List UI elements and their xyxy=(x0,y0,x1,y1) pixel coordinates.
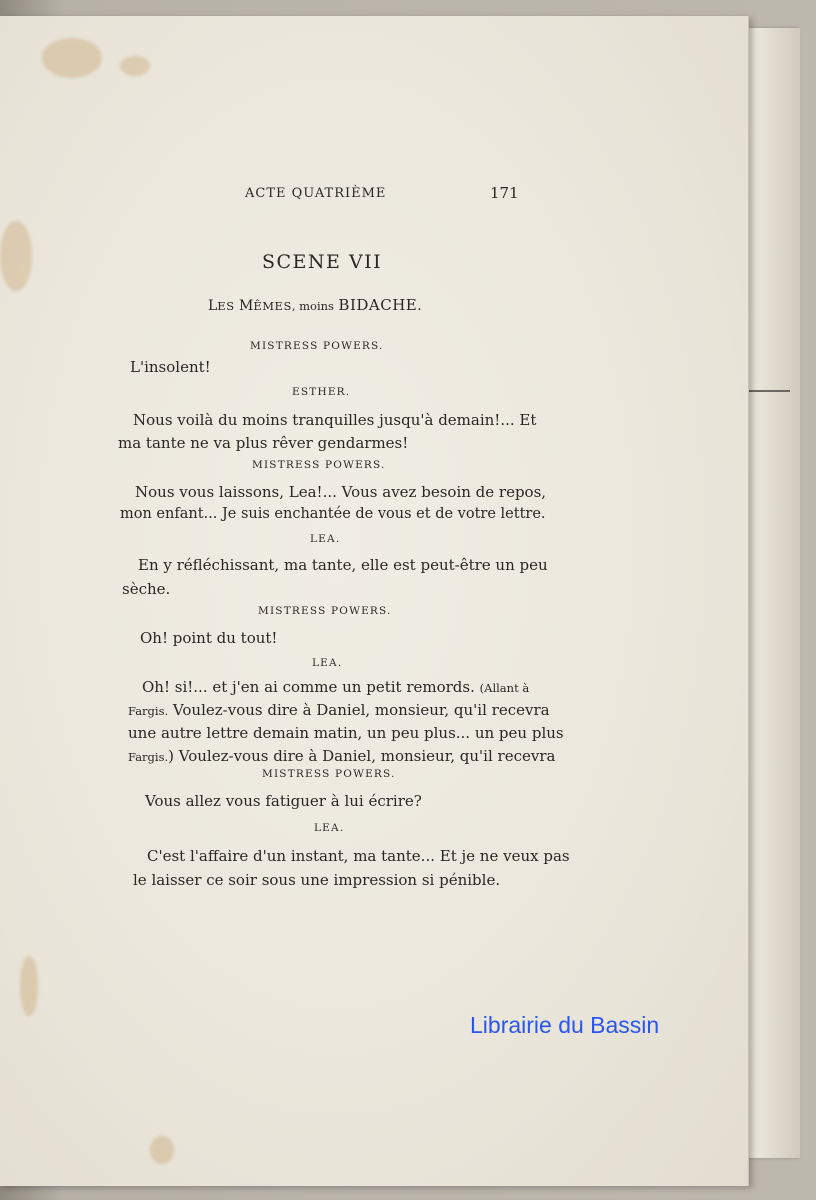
persons-caps-2: ÊMES xyxy=(253,299,292,313)
dialogue-line: mon enfant... Je suis enchantée de vous et de votre lettre. xyxy=(120,506,546,522)
dialogue-line: En y réfléchissant, ma tante, elle est peut-être un peu xyxy=(138,556,548,574)
book-page xyxy=(0,16,749,1186)
stage-direction: (Allant à xyxy=(479,681,530,695)
persons-middle: , moins xyxy=(291,299,334,313)
dialogue-line: sèche. xyxy=(122,580,171,598)
dialogue-line xyxy=(128,747,555,765)
foxing-stain xyxy=(0,221,32,291)
speaker-label: LEA. xyxy=(312,657,343,669)
foxing-stain xyxy=(42,38,102,78)
speaker-label: LEA. xyxy=(314,822,345,834)
foxing-stain xyxy=(150,1136,174,1164)
persons-initial: L xyxy=(208,298,218,314)
persons-m: M xyxy=(239,298,254,314)
speaker-label: MISTRESS POWERS. xyxy=(258,605,392,617)
speaker-label: MISTRESS POWERS. xyxy=(250,340,384,352)
dialogue-line xyxy=(142,678,529,696)
dialogue-line: le laisser ce soir sous une impression si pénible. xyxy=(133,871,501,889)
dialogue-line: C'est l'affaire d'un instant, ma tante... Et je ne veux pas xyxy=(147,847,570,865)
page-number: 171 xyxy=(490,184,519,202)
persons-caps: ES xyxy=(217,299,235,313)
persons-end: . xyxy=(417,298,422,314)
foxing-stain xyxy=(120,56,150,76)
dialogue-line: L'insolent! xyxy=(130,358,211,376)
dialogue-line: ma tante ne va plus rêver gendarmes! xyxy=(118,434,409,452)
persons-name: BIDACHE xyxy=(338,296,418,314)
scene-persons xyxy=(208,296,422,314)
speaker-label: LEA. xyxy=(310,533,341,545)
foxing-stain xyxy=(20,956,38,1016)
dialogue-line: Vous allez vous fatiguer à lui écrire? xyxy=(145,792,422,810)
dialogue-line: une autre lettre demain matin, un peu plus... un peu plus xyxy=(128,724,564,742)
speaker-label: MISTRESS POWERS. xyxy=(262,768,396,780)
stage-direction: Fargis. xyxy=(128,750,169,764)
dialogue-text: Oh! si!... et j'en ai comme un petit remords. xyxy=(142,678,475,696)
running-head: ACTE QUATRIÈME xyxy=(245,186,387,201)
speaker-label: MISTRESS POWERS. xyxy=(252,459,386,471)
dialogue-line: Nous voilà du moins tranquilles jusqu'à demain!... Et xyxy=(133,411,537,429)
dialogue-line: Nous vous laissons, Lea!... Vous avez besoin de repos, xyxy=(135,483,547,501)
dialogue-line: Oh! point du tout! xyxy=(140,629,278,647)
dialogue-line: Fargis. Voulez-vous dire à Daniel, monsieur, qu'il recevra xyxy=(128,701,550,719)
stage-direction: Fargis. xyxy=(128,704,169,718)
speaker-label: ESTHER. xyxy=(292,386,351,398)
scene-title: SCENE VII xyxy=(262,251,383,273)
watermark-text: Librairie du Bassin xyxy=(470,1012,660,1038)
dialogue-text: ) Voulez-vous dire à Daniel, monsieur, qu'il recevra xyxy=(168,747,556,765)
